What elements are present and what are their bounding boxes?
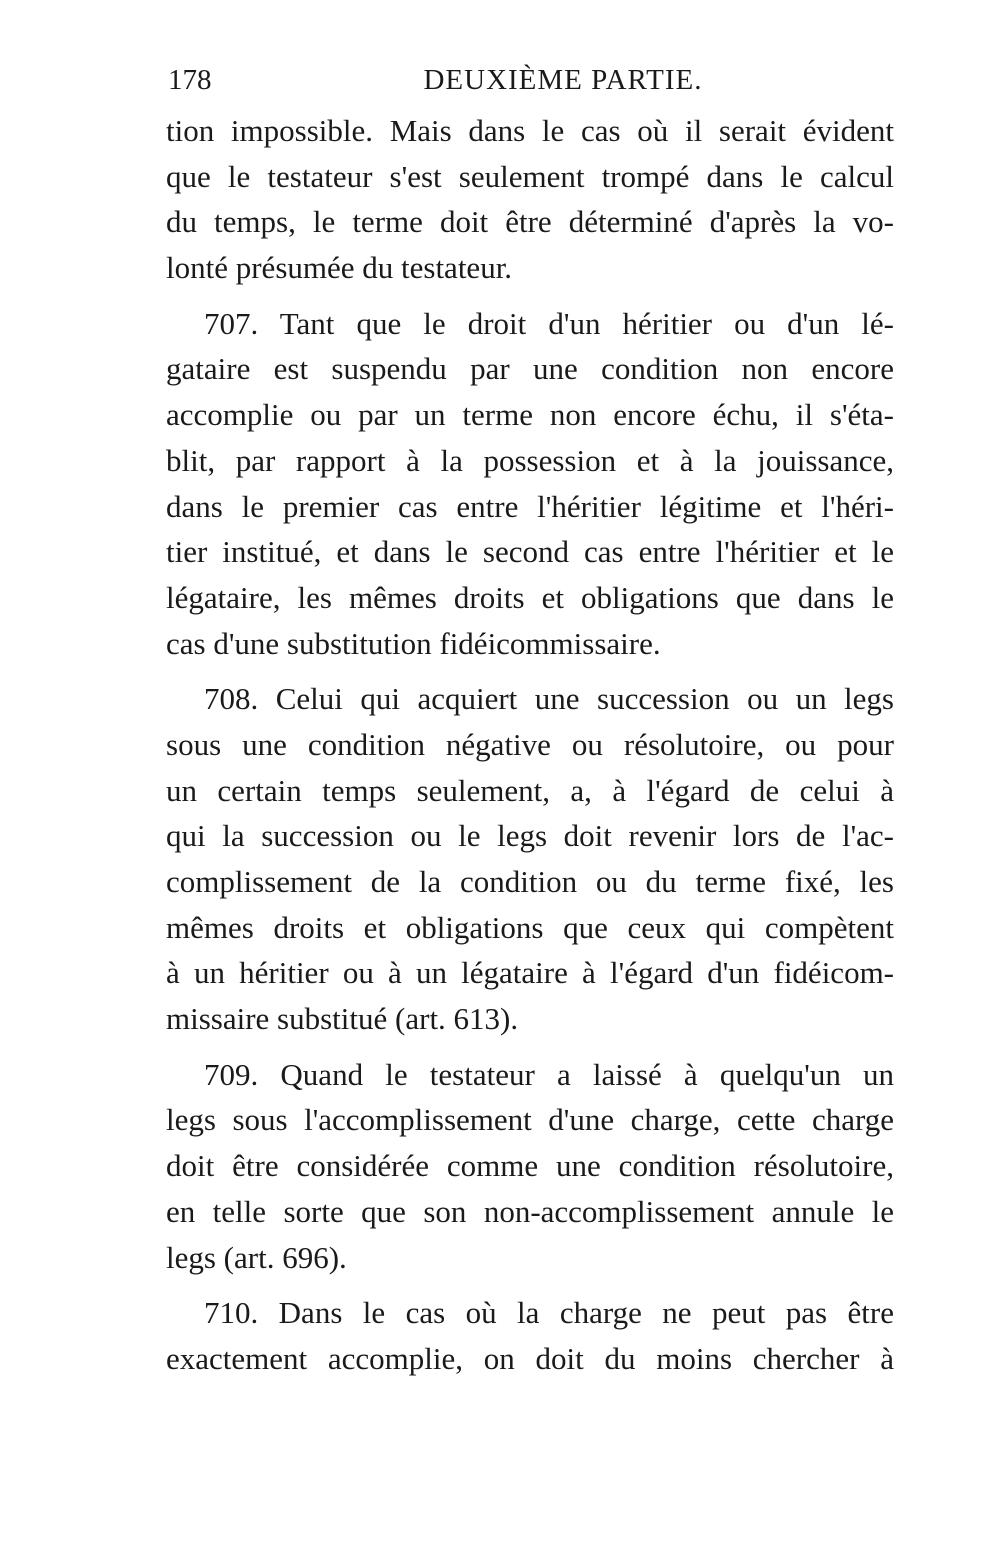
- text-line: legs sous l'accomplissement d'une charge, cette charge: [166, 1102, 894, 1138]
- article-710: [166, 1290, 894, 1381]
- text-line: 707. Tant que le droit d'un héritier ou d'un lé-: [204, 305, 894, 341]
- text-line: en telle sorte que son non-accomplissement annule le: [166, 1193, 894, 1229]
- text-line: gataire est suspendu par une condition non encore: [166, 351, 894, 387]
- text-line: légataire, les mêmes droits et obligations que dans le: [166, 579, 894, 615]
- text-line: tion impossible. Mais dans le cas où il serait évident: [166, 113, 894, 148]
- text-line: 709. Quand le testateur a laissé à quelqu'un un: [204, 1056, 894, 1092]
- text-line: du temps, le terme doit être déterminé d'après la vo-: [166, 204, 894, 240]
- text-line: missaire substitué (art. 613).: [166, 1001, 519, 1037]
- text-line: tier institué, et dans le second cas entre l'héritier et le: [166, 534, 894, 570]
- article-707: [166, 301, 894, 667]
- article-709: [166, 1052, 894, 1280]
- body-text: [166, 108, 894, 1382]
- text-line: sous une condition négative ou résolutoire, ou pour: [166, 726, 894, 762]
- text-line: cas d'une substitution fidéicommissaire.: [166, 625, 661, 661]
- text-line: legs (art. 696).: [166, 1239, 347, 1275]
- text-line: 708. Celui qui acquiert une succession ou un legs: [204, 681, 894, 717]
- text-line: que le testateur s'est seulement trompé dans le calcul: [166, 158, 894, 194]
- article-708: [166, 676, 894, 1042]
- text-line: à un héritier ou à un légataire à l'égard d'un fidéicom-: [166, 955, 894, 991]
- text-line: accomplie ou par un terme non encore échu, il s'éta-: [166, 397, 894, 433]
- running-head: [168, 58, 898, 102]
- text-line: blit, par rapport à la possession et à la jouissance,: [166, 442, 894, 478]
- text-line: mêmes droits et obligations que ceux qui compètent: [166, 909, 894, 945]
- text-line: dans le premier cas entre l'héritier légitime et l'héri-: [166, 488, 894, 524]
- text-line: complissement de la condition ou du terme fixé, les: [166, 864, 894, 899]
- text-line: lonté présumée du testateur.: [166, 250, 513, 286]
- text-line: un certain temps seulement, a, à l'égard de celui à: [166, 772, 894, 808]
- running-head-title: DEUXIÈME PARTIE.: [423, 64, 703, 96]
- paragraph-continuation: [166, 108, 894, 291]
- page-number: 178: [168, 64, 212, 96]
- text-line: doit être considérée comme une condition résolutoire,: [166, 1148, 894, 1184]
- text-line: qui la succession ou le legs doit revenir lors de l'ac-: [166, 818, 894, 854]
- text-line: 710. Dans le cas où la charge ne peut pas être: [204, 1295, 894, 1331]
- text-line: exactement accomplie, on doit du moins chercher à: [166, 1340, 894, 1376]
